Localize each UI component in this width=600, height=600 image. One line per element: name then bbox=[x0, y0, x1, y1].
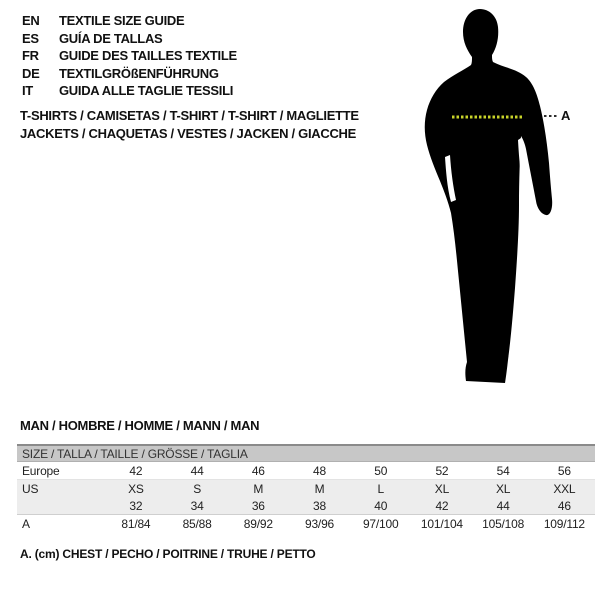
table-row-numeric bbox=[17, 497, 595, 515]
size-cell: XL bbox=[495, 481, 511, 496]
row-label: US bbox=[22, 481, 39, 496]
size-cell: 56 bbox=[534, 462, 595, 480]
size-cell: 34 bbox=[167, 497, 228, 515]
size-cell: 109/112 bbox=[543, 516, 585, 531]
language-code: FR bbox=[22, 48, 39, 63]
size-cell: 44 bbox=[473, 497, 534, 515]
section-title-man: MAN / HOMBRE / HOMME / MANN / MAN bbox=[20, 418, 260, 433]
size-cell: 48 bbox=[289, 462, 350, 480]
language-label: TEXTILE SIZE GUIDE bbox=[59, 13, 185, 28]
size-cell: M bbox=[253, 481, 264, 496]
table-row-chest bbox=[17, 515, 595, 533]
size-cell: 101/104 bbox=[420, 516, 463, 531]
language-row bbox=[22, 30, 237, 48]
size-cell: S bbox=[193, 481, 201, 496]
language-code: IT bbox=[22, 83, 33, 98]
size-cell: 44 bbox=[167, 462, 228, 480]
size-table bbox=[17, 444, 595, 532]
language-row bbox=[22, 82, 237, 100]
language-row bbox=[22, 47, 237, 65]
row-label bbox=[17, 497, 105, 515]
size-cell: 38 bbox=[289, 497, 350, 515]
size-cell: 54 bbox=[473, 462, 534, 480]
language-label: GUIDE DES TAILLES TEXTILE bbox=[59, 48, 237, 63]
size-cell: L bbox=[377, 481, 384, 496]
language-row bbox=[22, 65, 237, 83]
size-cell: 46 bbox=[534, 497, 595, 515]
size-cell: 32 bbox=[105, 497, 166, 515]
size-cell: 40 bbox=[350, 497, 411, 515]
table-row-europe bbox=[17, 462, 595, 480]
size-cell: XXL bbox=[553, 481, 576, 496]
category-line-jackets: JACKETS / CHAQUETAS / VESTES / JACKEN / GIACCHE bbox=[20, 126, 356, 141]
man-silhouette bbox=[415, 5, 560, 390]
measure-label-a: A bbox=[561, 108, 571, 123]
language-code: EN bbox=[22, 13, 40, 28]
size-cell: 105/108 bbox=[482, 516, 525, 531]
table-row-us bbox=[17, 480, 595, 498]
size-cell: 85/88 bbox=[182, 516, 212, 531]
language-code: DE bbox=[22, 65, 40, 81]
size-cell: 81/84 bbox=[121, 516, 151, 531]
size-cell: 50 bbox=[350, 462, 411, 480]
size-table-header: SIZE / TALLA / TAILLE / GRÖSSE / TAGLIA bbox=[17, 445, 595, 462]
size-cell: XS bbox=[128, 481, 144, 496]
size-cell: XL bbox=[434, 481, 450, 496]
category-line-tshirts: T-SHIRTS / CAMISETAS / T-SHIRT / T-SHIRT / MAGLIETTE bbox=[20, 108, 359, 123]
size-cell: 42 bbox=[105, 462, 166, 480]
size-cell: 93/96 bbox=[304, 516, 335, 531]
garment-categories bbox=[20, 107, 359, 143]
size-cell: 52 bbox=[411, 462, 472, 480]
size-cell: 97/100 bbox=[362, 516, 399, 531]
language-code: ES bbox=[22, 30, 39, 46]
measurement-footnote: A. (cm) CHEST / PECHO / POITRINE / TRUHE / PETTO bbox=[20, 547, 316, 561]
language-label: GUÍA DE TALLAS bbox=[59, 30, 163, 46]
language-row bbox=[22, 12, 237, 30]
size-cell: 36 bbox=[228, 497, 289, 515]
row-label: Europe bbox=[17, 462, 105, 480]
language-label: GUIDA ALLE TAGLIE TESSILI bbox=[59, 83, 234, 98]
size-table-header-row bbox=[17, 445, 595, 462]
row-label: A bbox=[22, 516, 30, 531]
size-cell: 89/92 bbox=[243, 516, 273, 531]
language-label: TEXTILGRÖßENFÜHRUNG bbox=[59, 65, 219, 81]
size-cell: M bbox=[314, 481, 325, 496]
size-cell: 42 bbox=[411, 497, 472, 515]
language-list bbox=[22, 12, 237, 100]
size-cell: 46 bbox=[228, 462, 289, 480]
